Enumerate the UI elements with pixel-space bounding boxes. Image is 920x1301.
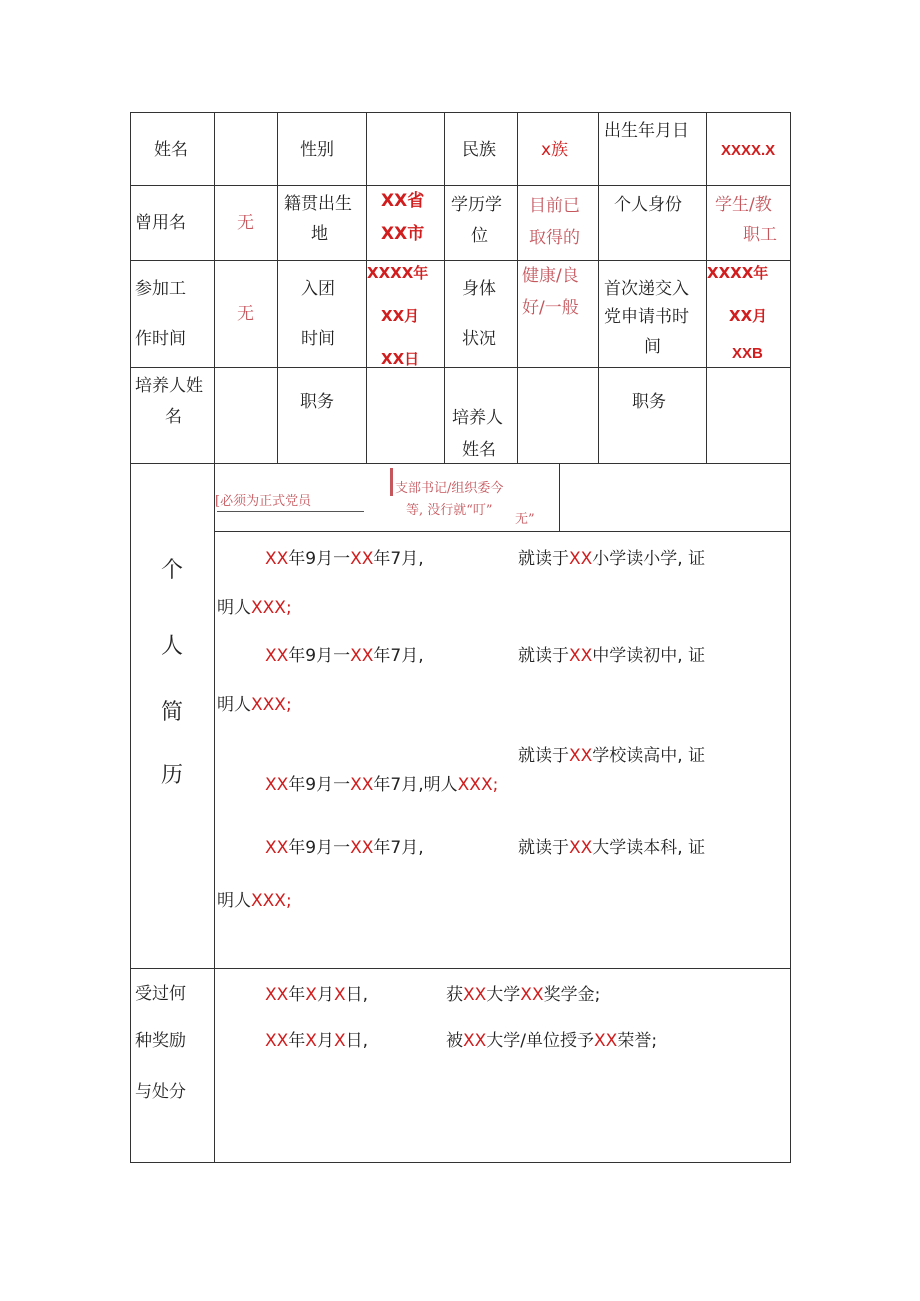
health-value: 好/一般 [522, 298, 579, 318]
resume-entry-school: 就读于XX学校读高中, 证 [518, 746, 706, 766]
award-entry-date: XX年X月X日, [265, 985, 369, 1005]
resume-entry-witness: 明人XXX; [217, 598, 292, 618]
award-entry-detail: 获XX大学XX奖学金; [446, 985, 601, 1005]
identity-value: 职工 [743, 225, 777, 245]
mentor-name-label-2: 姓名 [462, 440, 496, 460]
resume-entry-dates: XX年9月一XX年7月,明人XXX; [265, 775, 499, 795]
party-application-value: XX月 [729, 307, 768, 325]
award-entry-detail: 被XX大学/单位授予XX荣誉; [446, 1031, 658, 1051]
col-divider [517, 113, 518, 463]
note-underline [217, 511, 364, 512]
education-label: 学历学 [451, 195, 502, 215]
resume-entry-witness: 明人XXX; [217, 695, 292, 715]
row-divider [131, 367, 790, 368]
resume-entry-school: 就读于XX中学读初中, 证 [518, 646, 706, 666]
col-divider [366, 113, 367, 463]
health-value: 健康/良 [522, 266, 579, 286]
col-divider [598, 113, 599, 463]
row-divider [131, 968, 790, 969]
note-col-divider [559, 463, 560, 531]
row-divider [131, 463, 790, 464]
position-label-2: 职务 [632, 392, 666, 412]
resume-entry-school: 就读于XX大学读本科, 证 [518, 838, 706, 858]
note-row-divider [214, 531, 790, 532]
col-divider [277, 113, 278, 463]
education-value: 取得的 [529, 228, 580, 248]
education-value: 目前已 [529, 196, 580, 216]
resume-entry-witness: 明人XXX; [217, 891, 292, 911]
native-place-value: XX省 [381, 191, 425, 211]
note-marker [390, 468, 393, 496]
ethnicity-label: 民族 [462, 140, 496, 160]
league-value: XXXX年 [367, 264, 429, 282]
birth-label: 出生年月日 [604, 121, 689, 141]
row-divider [131, 185, 790, 186]
birth-value: XXXX.X [721, 142, 776, 159]
award-entry-date: XX年X月X日, [265, 1031, 369, 1051]
resume-entry-school: 就读于XX小学读小学, 证 [518, 549, 706, 569]
awards-label: 种奖励 [135, 1031, 186, 1051]
awards-label: 与处分 [135, 1082, 186, 1102]
party-application-label: 党申请书时 [604, 307, 689, 327]
education-label: 位 [471, 226, 488, 246]
name-label: 姓名 [154, 140, 188, 160]
application-form-table [130, 112, 791, 1163]
identity-value: 学生/教 [715, 195, 772, 215]
resume-label-char: 历 [161, 763, 184, 788]
former-name-value: 无 [237, 213, 254, 233]
resume-entry-dates: XX年9月一XX年7月, [265, 838, 424, 858]
party-application-value: XXXX年 [707, 264, 769, 282]
ethnicity-value: x族 [541, 140, 569, 160]
league-value: XX月 [381, 307, 420, 325]
native-place-value: XX市 [381, 224, 425, 244]
resume-label-char: 人 [161, 634, 184, 659]
mentor-name-label: 名 [165, 407, 182, 427]
row-divider [131, 260, 790, 261]
party-application-label: 间 [644, 337, 661, 357]
health-label: 状况 [462, 329, 496, 349]
col-divider [444, 113, 445, 463]
league-label: 时间 [301, 329, 335, 349]
note-mentor-position: 无” [515, 512, 535, 527]
health-label: 身体 [462, 279, 496, 299]
mentor-name-label-2: 培养人 [452, 408, 503, 428]
col-divider [706, 113, 707, 463]
resume-entry-dates: XX年9月一XX年7月, [265, 549, 424, 569]
work-time-label: 参加工 [135, 279, 186, 299]
native-place-label: 地 [311, 224, 328, 244]
identity-label: 个人身份 [614, 195, 682, 215]
league-label: 入团 [301, 279, 335, 299]
note-mentor-position: 等, 没行就“叮” [406, 503, 493, 518]
native-place-label: 籍贯出生 [284, 194, 352, 214]
note-mentor-position: 支部书记/组织委今 [395, 481, 504, 496]
league-value: XX日 [381, 350, 420, 368]
resume-label-char: 简 [161, 700, 184, 725]
resume-entry-dates: XX年9月一XX年7月, [265, 646, 424, 666]
awards-label: 受过何 [135, 984, 186, 1004]
mentor-name-label: 培养人姓 [135, 376, 203, 396]
work-time-label: 作时间 [135, 329, 186, 349]
note-full-member: [必须为正式党员 [215, 494, 312, 509]
gender-label: 性别 [300, 140, 334, 160]
col-divider [214, 113, 215, 1162]
former-name-label: 曾用名 [135, 213, 186, 233]
work-time-value: 无 [237, 304, 254, 324]
position-label: 职务 [300, 392, 334, 412]
party-application-label: 首次递交入 [604, 279, 689, 299]
party-application-value: XXB [732, 345, 763, 362]
resume-label-char: 个 [161, 558, 184, 583]
